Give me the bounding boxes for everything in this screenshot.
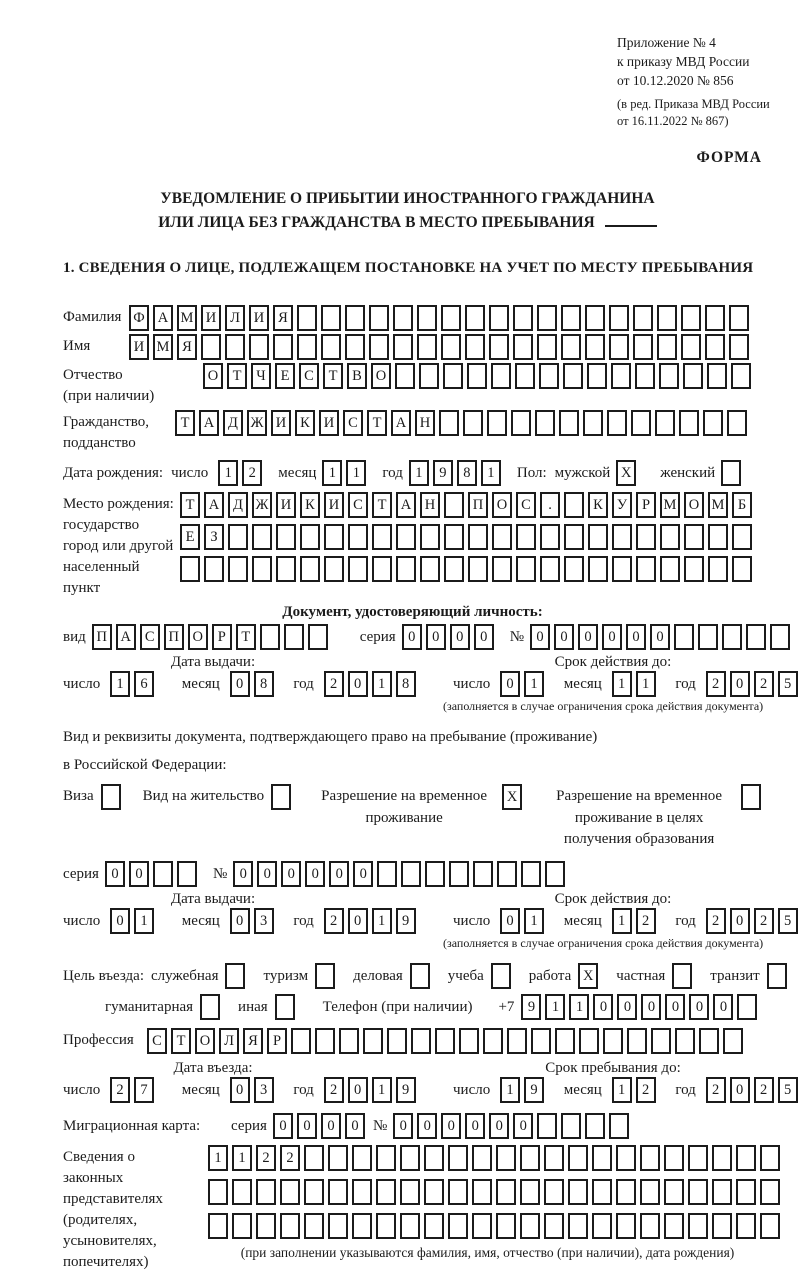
sex-female-label: женский <box>660 465 716 482</box>
doc-kind-label: вид <box>63 629 86 646</box>
temp-residence-education-checkbox[interactable] <box>741 784 765 810</box>
purpose-row2: гуманитарная иная Телефон (при наличии) +7 9 1 1 0 0 0 0 0 0 <box>63 994 792 1020</box>
migration-card-row <box>63 1113 792 1139</box>
identity-doc-dates <box>63 654 792 714</box>
doc-expiry-block: Срок действия до: число 0 1 месяц 1 1 год 2 0 2 5 (заполняется в случае ограничения срока действия документа) <box>453 654 800 714</box>
doc-issue-day-cells[interactable]: 1 6 <box>110 671 158 697</box>
doc-issue-month-cells[interactable]: 0 8 <box>230 671 278 697</box>
residence-doc-dates <box>63 891 792 951</box>
purpose-tourism-checkbox[interactable] <box>315 963 339 989</box>
entry-day-cells[interactable]: 2 7 <box>110 1077 158 1103</box>
form-title-line1: УВЕДОМЛЕНИЕ О ПРИБЫТИИ ИНОСТРАННОГО ГРАЖДАНИНА <box>160 189 655 207</box>
stay-year-cells[interactable]: 2 0 2 5 <box>706 1077 800 1103</box>
res-expiry-block: Срок действия до: число 0 1 месяц 1 2 год 2 0 2 5 (заполняется в случае ограничения срока действия документа) <box>453 891 800 951</box>
birth-place-row3[interactable] <box>180 556 756 582</box>
purpose-humanitarian-checkbox[interactable] <box>200 994 224 1020</box>
res-number-label: № <box>212 866 228 883</box>
stay-until-block: Срок пребывания до: число 1 9 месяц 1 2 год 2 0 2 5 <box>453 1060 800 1103</box>
residence-doc-series-row <box>63 861 792 887</box>
representatives-row1[interactable]: 1 1 2 2 <box>208 1145 784 1171</box>
revision-note: (в ред. Приказа МВД России от 16.11.2022 № 867) <box>617 96 770 129</box>
form-word: ФОРМА <box>696 148 762 166</box>
year-label: год <box>382 465 403 482</box>
res-series-label: серия <box>63 866 99 883</box>
purpose-private-checkbox[interactable] <box>672 963 696 989</box>
res-series-cells[interactable]: 0 0 <box>105 861 201 887</box>
res-expiry-day-cells[interactable]: 0 1 <box>500 908 548 934</box>
representatives-label: Сведения о законных представителях (родителях, усыновителях, попечителях) <box>63 1149 163 1271</box>
sex-male-checkbox[interactable]: X <box>616 460 640 486</box>
doc-expiry-year-cells[interactable]: 2 0 2 5 <box>706 671 800 697</box>
migration-number-label: № <box>372 1118 388 1135</box>
profession-label: Профессия <box>63 1032 134 1049</box>
doc-expiry-month-cells[interactable]: 1 1 <box>612 671 660 697</box>
doc-issue-block: Дата выдачи: число 1 6 месяц 0 8 год 2 0 1 8 <box>63 654 453 714</box>
surname-field <box>63 305 792 331</box>
appendix-line: Приложение № 4 <box>617 35 716 50</box>
residence-doc-options <box>63 784 792 851</box>
month-label: месяц <box>278 465 317 482</box>
surname-label: Фамилия <box>63 309 122 326</box>
section1-heading: 1. СВЕДЕНИЯ О ЛИЦЕ, ПОДЛЕЖАЩЕМ ПОСТАНОВКЕ НА УЧЕТ ПО МЕСТУ ПРЕБЫВАНИЯ <box>63 260 754 277</box>
birth-place-label: Место рождения: государство город или другой населенный пункт <box>63 496 174 597</box>
sex-female-checkbox[interactable] <box>721 460 745 486</box>
representatives-row2[interactable] <box>208 1179 784 1205</box>
entry-date-heading: Дата въезда: <box>173 1060 253 1077</box>
given-name-cells[interactable]: И М Я <box>129 334 753 360</box>
stay-day-cells[interactable]: 1 9 <box>500 1077 548 1103</box>
form-title <box>23 187 792 237</box>
purpose-row1: Цель въезда: служебная туризм деловая учеба работа X частная транзит <box>63 963 792 989</box>
purpose-official-checkbox[interactable] <box>225 963 249 989</box>
stay-until-heading: Срок пребывания до: <box>545 1060 681 1077</box>
identity-doc-kind-row <box>63 624 792 650</box>
phone-cells[interactable]: 9 1 1 0 0 0 0 0 0 <box>521 994 761 1020</box>
res-expiry-month-cells[interactable]: 1 2 <box>612 908 660 934</box>
doc-expiry-note: (заполняется в случае ограничения срока действия документа) <box>443 699 764 714</box>
day-label: число <box>171 465 209 482</box>
appendix-block <box>617 34 797 131</box>
doc-series-label: серия <box>359 629 396 646</box>
sex-male-label: мужской <box>554 465 611 482</box>
option-temp-residence-education: Разрешение на временное проживание в целях получения образования <box>544 784 765 851</box>
doc-expiry-day-cells[interactable]: 0 1 <box>500 671 548 697</box>
appendix-line: от 10.12.2020 № 856 <box>617 72 734 88</box>
profession-field <box>63 1028 792 1054</box>
option-temp-residence: Разрешение на временное проживание X <box>313 784 544 830</box>
representatives-note: (при заполнении указываются фамилия, имя, отчество (при наличии), дата рождения) <box>240 1245 735 1261</box>
doc-series-cells[interactable]: 0 0 0 0 <box>402 624 498 650</box>
entry-stay-dates <box>63 1060 792 1103</box>
birth-date-field <box>63 460 792 486</box>
residence-doc-intro: Вид и реквизиты документа, подтверждающего право на пребывание (проживание) в Российской Федерации: <box>63 729 598 774</box>
phone-label: Телефон (при наличии) <box>322 999 473 1016</box>
migration-series-label: серия <box>231 1118 267 1135</box>
option-visa: Виза <box>63 784 143 810</box>
patronymic-label: Отчество (при наличии) <box>63 367 155 405</box>
representatives-cells <box>208 1145 792 1245</box>
birth-day-cells[interactable]: 1 2 <box>218 460 266 486</box>
migration-number-cells[interactable]: 0 0 0 0 0 0 <box>393 1113 633 1139</box>
sex-label: Пол: <box>516 465 547 482</box>
purpose-transit-checkbox[interactable] <box>767 963 791 989</box>
appendix-line: к приказу МВД России <box>617 53 750 69</box>
option-residence-permit: Вид на жительство <box>143 784 313 810</box>
doc-issue-year-cells[interactable]: 2 0 1 8 <box>324 671 420 697</box>
doc-number-cells[interactable]: 0 0 0 0 0 0 <box>530 624 794 650</box>
res-expiry-note: (заполняется в случае ограничения срока действия документа) <box>443 936 764 951</box>
res-number-cells[interactable]: 0 0 0 0 0 0 <box>233 861 569 887</box>
birth-year-cells[interactable]: 1 9 8 1 <box>409 460 505 486</box>
given-name-field <box>63 334 792 360</box>
entry-month-cells[interactable]: 0 3 <box>230 1077 278 1103</box>
residence-permit-checkbox[interactable] <box>271 784 295 810</box>
profession-cells[interactable]: С Т О Л Я Р <box>147 1028 747 1054</box>
doc-issue-heading: Дата выдачи: <box>170 654 256 671</box>
purpose-other-checkbox[interactable] <box>275 994 299 1020</box>
phone-prefix: +7 <box>498 999 515 1016</box>
res-issue-heading: Дата выдачи: <box>170 891 256 908</box>
purpose-business-checkbox[interactable] <box>410 963 434 989</box>
birth-place-cells <box>180 492 792 588</box>
doc-kind-cells[interactable]: П А С П О Р Т <box>92 624 332 650</box>
doc-number-label: № <box>509 629 524 646</box>
migration-series-cells[interactable]: 0 0 0 0 <box>273 1113 369 1139</box>
res-expiry-heading: Срок действия до: <box>554 891 672 908</box>
res-issue-month-cells[interactable]: 0 3 <box>230 908 278 934</box>
entry-date-block: Дата въезда: число 2 7 месяц 0 3 год 2 0 1 9 <box>63 1060 453 1103</box>
patronymic-cells[interactable]: О Т Ч Е С Т В О <box>203 363 755 389</box>
purpose-label: Цель въезда: <box>63 968 144 985</box>
purpose-work-checkbox[interactable]: X <box>578 963 602 989</box>
citizenship-label: Гражданство, подданство <box>63 414 150 452</box>
res-issue-day-cells[interactable]: 0 1 <box>110 908 158 934</box>
res-issue-block: Дата выдачи: число 0 1 месяц 0 3 год 2 0 1 9 <box>63 891 453 951</box>
form-title-line2: ИЛИ ЛИЦА БЕЗ ГРАЖДАНСТВА В МЕСТО ПРЕБЫВАНИЯ <box>23 211 792 236</box>
temp-residence-checkbox[interactable]: X <box>502 784 526 810</box>
entry-year-cells[interactable]: 2 0 1 9 <box>324 1077 420 1103</box>
visa-checkbox[interactable] <box>101 784 125 810</box>
stay-month-cells[interactable]: 1 2 <box>612 1077 660 1103</box>
doc-expiry-heading: Срок действия до: <box>554 654 672 671</box>
purpose-study-checkbox[interactable] <box>491 963 515 989</box>
birth-place-field <box>63 492 792 599</box>
surname-cells[interactable]: Ф А М И Л И Я <box>129 305 753 331</box>
patronymic-field <box>63 363 792 407</box>
birth-date-label: Дата рождения: <box>63 465 164 482</box>
title-blank-underline[interactable] <box>605 225 657 227</box>
representatives-row3[interactable] <box>208 1213 784 1239</box>
given-name-label: Имя <box>63 338 91 355</box>
migration-card-label: Миграционная карта: <box>63 1118 201 1135</box>
citizenship-field <box>63 410 792 454</box>
birth-place-row1[interactable]: Т А Д Ж И К И С Т А Н П О С . К У Р М О М Б <box>180 492 756 518</box>
citizenship-cells[interactable]: Т А Д Ж И К И С Т А Н <box>175 410 751 436</box>
res-issue-year-cells[interactable]: 2 0 1 9 <box>324 908 420 934</box>
res-expiry-year-cells[interactable]: 2 0 2 5 <box>706 908 800 934</box>
identity-doc-heading: Документ, удостоверяющий личность: <box>282 604 543 621</box>
birth-month-cells[interactable]: 1 1 <box>322 460 370 486</box>
birth-place-row2[interactable]: Е З <box>180 524 756 550</box>
